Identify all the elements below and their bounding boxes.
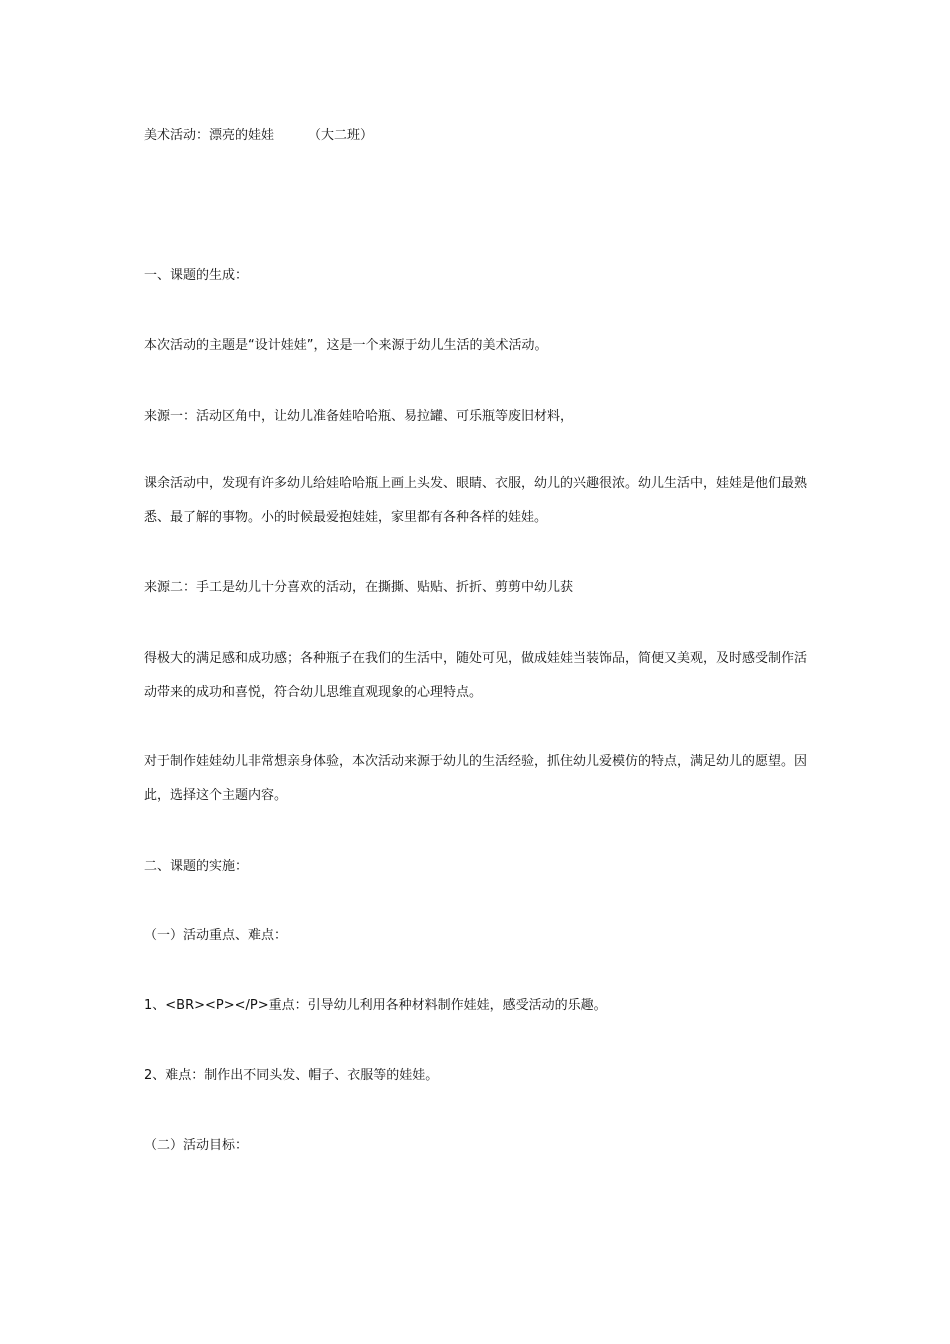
paragraph-reason: 对于制作娃娃幼儿非常想亲身体验，本次活动来源于幼儿的生活经验，抓住幼儿爱模仿的特点，满足幼儿的愿望。因此，选择这个主题内容。 [144,754,808,803]
paragraph-theme: 本次活动的主题是“设计娃娃”，这是一个来源于幼儿生活的美术活动。 [144,338,548,353]
paragraph-after-school: 课余活动中，发现有许多幼儿给娃哈哈瓶上画上头发、眼睛、衣服，幼儿的兴趣很浓。幼儿生活中，娃娃是他们最熟悉、最了解的事物。小的时候最爱抱娃娃，家里都有各种各样的娃娃。 [144,476,808,525]
paragraph-source-two: 来源二：手工是幼儿十分喜欢的活动，在撕撕、贴贴、折折、剪剪中幼儿获 [144,580,574,595]
document-title: 美术活动：漂亮的娃娃 [144,128,275,143]
section-heading-1: 一、课题的生成： [144,268,249,283]
paragraph-satisfaction: 得极大的满足感和成功感；各种瓶子在我们的生活中，随处可见，做成娃娃当装饰品，简便又美观，及时感受制作活动带来的成功和喜悦，符合幼儿思维直观现象的心理特点。 [144,651,808,700]
list-item-key-point: 1、<BR><P></P>重点：引导幼儿利用各种材料制作娃娃，感受活动的乐趣。 [144,998,607,1013]
list-item-difficulty: 2、难点：制作出不同头发、帽子、衣服等的娃娃。 [144,1068,439,1083]
document-title-line [144,120,824,152]
subsection-heading-goals: （二）活动目标： [144,1138,249,1153]
subsection-heading-key-points: （一）活动重点、难点： [144,928,288,943]
paragraph-source-one: 来源一：活动区角中，让幼儿准备娃哈哈瓶、易拉罐、可乐瓶等废旧材料， [144,409,574,424]
class-label: （大二班） [308,128,374,143]
section-heading-2: 二、课题的实施： [144,859,249,874]
